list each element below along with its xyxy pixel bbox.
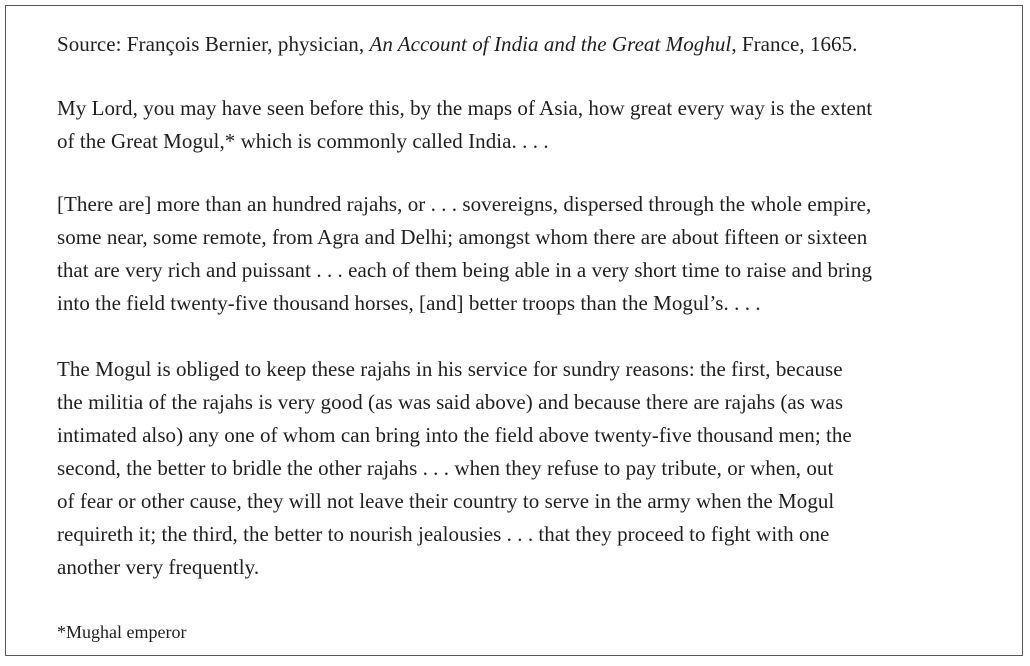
paragraph-line: some near, some remote, from Agra and Delhi; amongst whom there are about fifteen or sixteen bbox=[57, 225, 868, 249]
footnote: *Mughal emperor bbox=[57, 622, 187, 642]
paragraph-line: second, the better to bridle the other rajahs . . . when they refuse to pay tribute, or when, out bbox=[57, 456, 834, 480]
paragraph-line: requireth it; the third, the better to nourish jealousies . . . that they proceed to fight with one bbox=[57, 522, 830, 546]
paragraph-line: that are very rich and puissant . . . each of them being able in a very short time to raise and bring bbox=[57, 258, 873, 282]
source-title: An Account of India and the Great Moghul bbox=[369, 32, 732, 56]
source-citation bbox=[57, 28, 1007, 61]
paragraph-line: another very frequently. bbox=[57, 555, 260, 579]
document-box bbox=[5, 5, 1023, 656]
paragraph-line: of fear or other cause, they will not leave their country to serve in the army when the Mogul bbox=[57, 489, 835, 513]
paragraph-line: of the Great Mogul,* which is commonly called India. . . . bbox=[57, 129, 549, 153]
paragraph-line: The Mogul is obliged to keep these rajahs in his service for sundry reasons: the first, because bbox=[57, 357, 843, 381]
paragraph-1 bbox=[57, 92, 1007, 158]
paragraph-line: intimated also) any one of whom can bring into the field above twenty-five thousand men; the bbox=[57, 423, 852, 447]
paragraph-3 bbox=[57, 353, 1007, 584]
paragraph-line: into the field twenty-five thousand horses, [and] better troops than the Mogul’s. . . . bbox=[57, 291, 761, 315]
paragraph-line: [There are] more than an hundred rajahs, or . . . sovereigns, dispersed through the whole empire, bbox=[57, 192, 872, 216]
paragraph-line: My Lord, you may have seen before this, by the maps of Asia, how great every way is the extent bbox=[57, 96, 873, 120]
source-suffix: , France, 1665. bbox=[731, 32, 858, 56]
paragraph-line: the militia of the rajahs is very good (as was said above) and because there are rajahs (as was bbox=[57, 390, 844, 414]
source-prefix: Source: François Bernier, physician, bbox=[57, 32, 370, 56]
paragraph-2 bbox=[57, 188, 1007, 320]
